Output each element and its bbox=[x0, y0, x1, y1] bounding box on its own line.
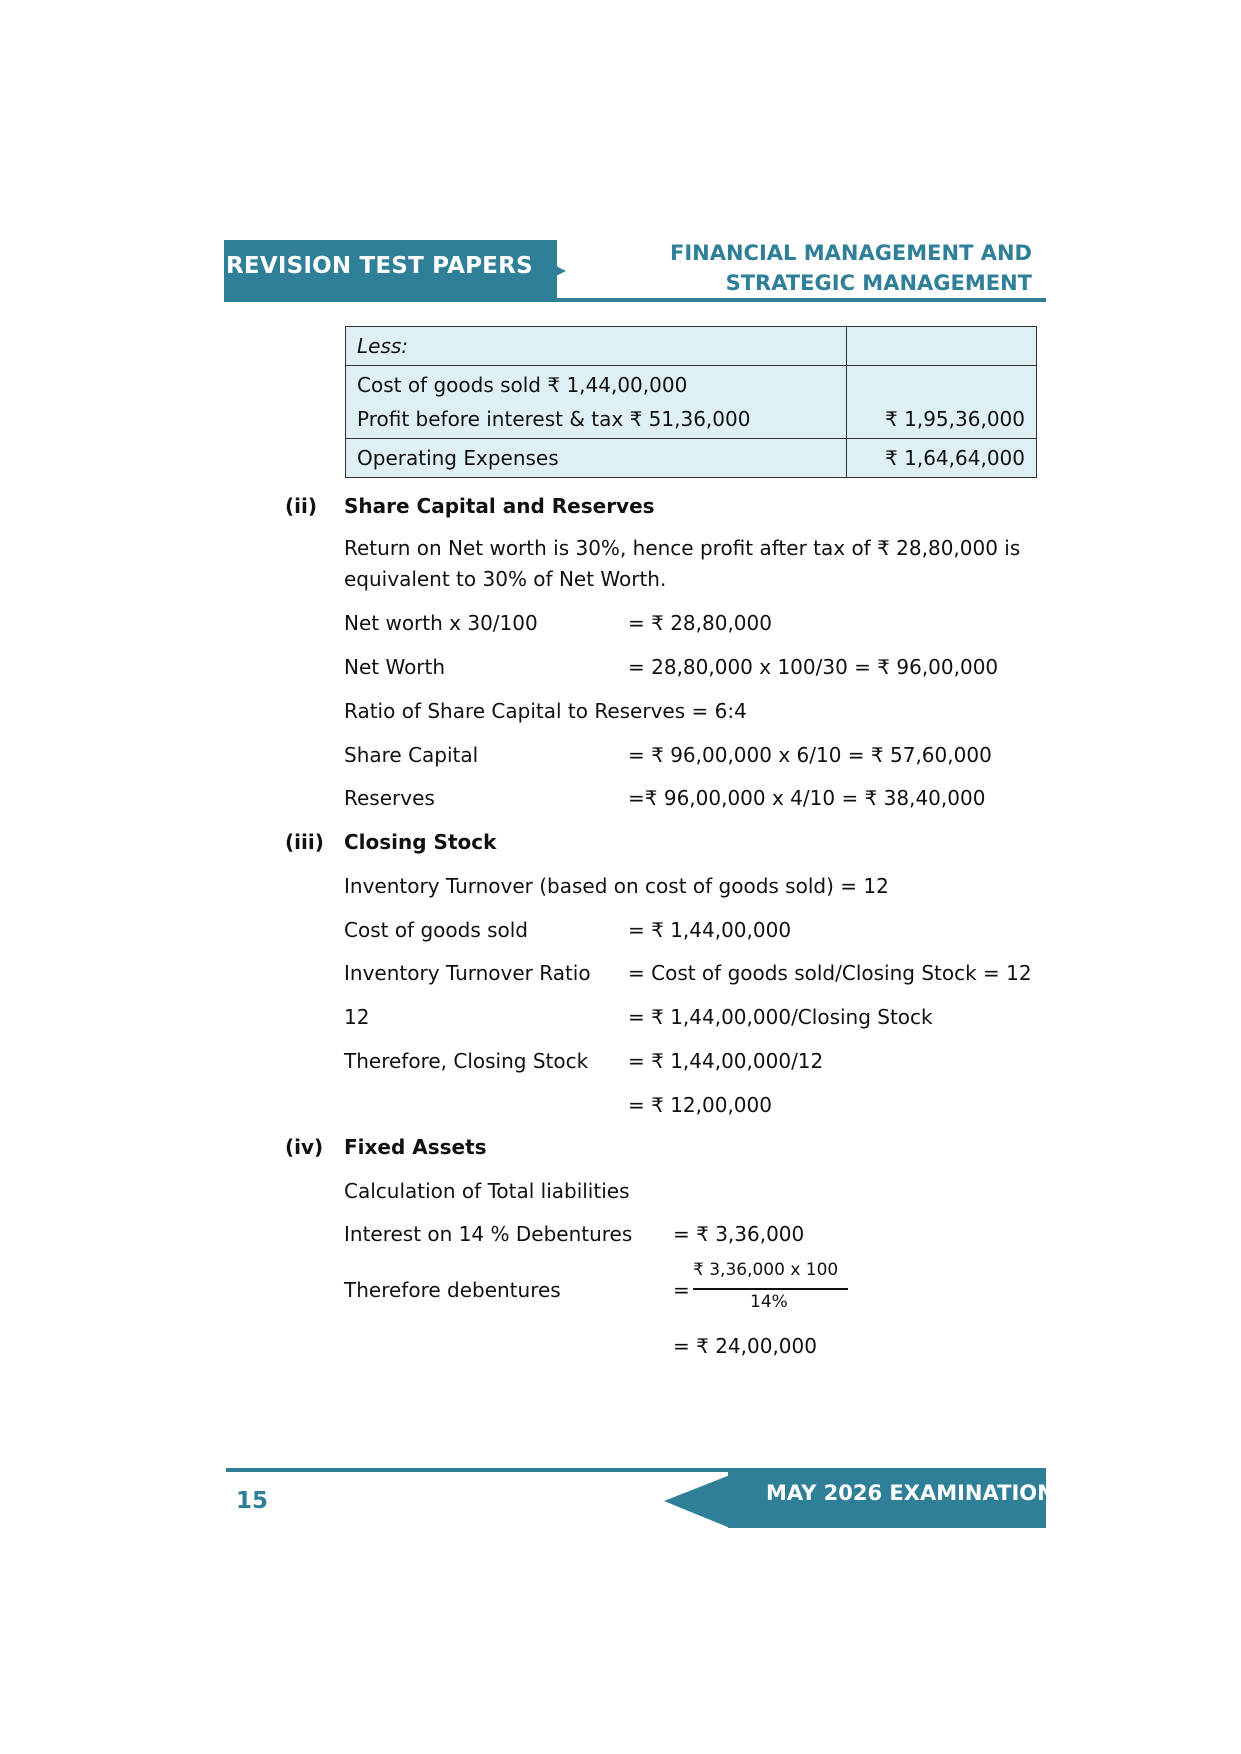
page-number: 15 bbox=[236, 1488, 269, 1514]
section-title-closing-stock: Closing Stock bbox=[344, 830, 497, 854]
operating-expenses-amount: ₹ 1,64,64,000 bbox=[885, 446, 1025, 470]
sales-amount-text: ₹ 1,95,36,000 bbox=[885, 407, 1025, 431]
calc-label: Net worth x 30/100 bbox=[344, 611, 538, 635]
footer-arrow-shape bbox=[664, 1475, 730, 1528]
section-title-fixed-assets: Fixed Assets bbox=[344, 1135, 487, 1159]
table-cell-empty bbox=[847, 327, 1037, 366]
calc-value: =₹ 96,00,000 x 4/10 = ₹ 38,40,000 bbox=[628, 786, 986, 810]
calc-label: Interest on 14 % Debentures bbox=[344, 1222, 633, 1246]
calc-label: Therefore debentures bbox=[344, 1278, 561, 1302]
calc-value: = ₹ 1,44,00,000/Closing Stock bbox=[628, 1005, 933, 1029]
calc-value: = ₹ 3,36,000 bbox=[673, 1222, 805, 1246]
section-number-iv: (iv) bbox=[285, 1135, 324, 1159]
calc-label: Therefore, Closing Stock bbox=[344, 1049, 589, 1073]
footer-exam-label: MAY 2026 EXAMINATION bbox=[766, 1481, 1055, 1505]
header-rule bbox=[224, 298, 1046, 302]
calc-line: Ratio of Share Capital to Reserves = 6:4 bbox=[344, 699, 747, 723]
fraction-equals: = bbox=[673, 1278, 690, 1302]
paragraph-line: equivalent to 30% of Net Worth. bbox=[344, 567, 667, 591]
calc-value: = 28,80,000 x 100/30 = ₹ 96,00,000 bbox=[628, 655, 999, 679]
calc-label: Share Capital bbox=[344, 743, 479, 767]
header-left-title: REVISION TEST PAPERS bbox=[226, 253, 533, 279]
calc-label: Inventory Turnover Ratio bbox=[344, 961, 591, 985]
table-cell-operating-amount bbox=[847, 439, 1037, 478]
table-row bbox=[346, 327, 1037, 366]
calc-value: = Cost of goods sold/Closing Stock = 12 bbox=[628, 961, 1032, 985]
calc-label: Reserves bbox=[344, 786, 435, 810]
table-cell-cost-profit bbox=[346, 366, 847, 439]
table-row bbox=[346, 439, 1037, 478]
section-number-ii: (ii) bbox=[285, 494, 317, 518]
table-cell-operating-expenses bbox=[346, 439, 847, 478]
calc-value: = ₹ 12,00,000 bbox=[628, 1093, 772, 1117]
calc-value: = ₹ 1,44,00,000/12 bbox=[628, 1049, 824, 1073]
fraction-denominator: 14% bbox=[750, 1292, 788, 1312]
paragraph-line: Return on Net worth is 30%, hence profit after tax of ₹ 28,80,000 is bbox=[344, 536, 1021, 560]
fraction-bar bbox=[693, 1288, 848, 1290]
fraction-numerator: ₹ 3,36,000 x 100 bbox=[693, 1260, 839, 1280]
profit-before-interest-line: Profit before interest & tax ₹ 51,36,000 bbox=[357, 407, 751, 431]
cost-of-goods-line: Cost of goods sold ₹ 1,44,00,000 bbox=[357, 373, 688, 397]
calc-label: Net Worth bbox=[344, 655, 446, 679]
calc-label: 12 bbox=[344, 1005, 370, 1029]
calc-value: = ₹ 1,44,00,000 bbox=[628, 918, 792, 942]
calc-value: = ₹ 24,00,000 bbox=[673, 1334, 817, 1358]
header-right-title bbox=[670, 238, 1032, 298]
operating-expenses-label: Operating Expenses bbox=[357, 446, 559, 470]
table-row bbox=[346, 366, 1037, 439]
table-cell-sales-amount bbox=[847, 366, 1037, 439]
calculation-table bbox=[345, 326, 1037, 478]
calc-line: Calculation of Total liabilities bbox=[344, 1179, 630, 1203]
calc-label: Cost of goods sold bbox=[344, 918, 529, 942]
calc-value: = ₹ 28,80,000 bbox=[628, 611, 772, 635]
table-cell-less: Less: bbox=[346, 327, 847, 366]
header-right-title-line2: STRATEGIC MANAGEMENT bbox=[725, 271, 1032, 295]
calc-line: Inventory Turnover (based on cost of goods sold) = 12 bbox=[344, 874, 889, 898]
calc-value: = ₹ 96,00,000 x 6/10 = ₹ 57,60,000 bbox=[628, 743, 992, 767]
section-title-share-capital: Share Capital and Reserves bbox=[344, 494, 655, 518]
header-right-title-line1: FINANCIAL MANAGEMENT AND bbox=[669, 241, 1032, 265]
section-number-iii: (iii) bbox=[285, 830, 324, 854]
